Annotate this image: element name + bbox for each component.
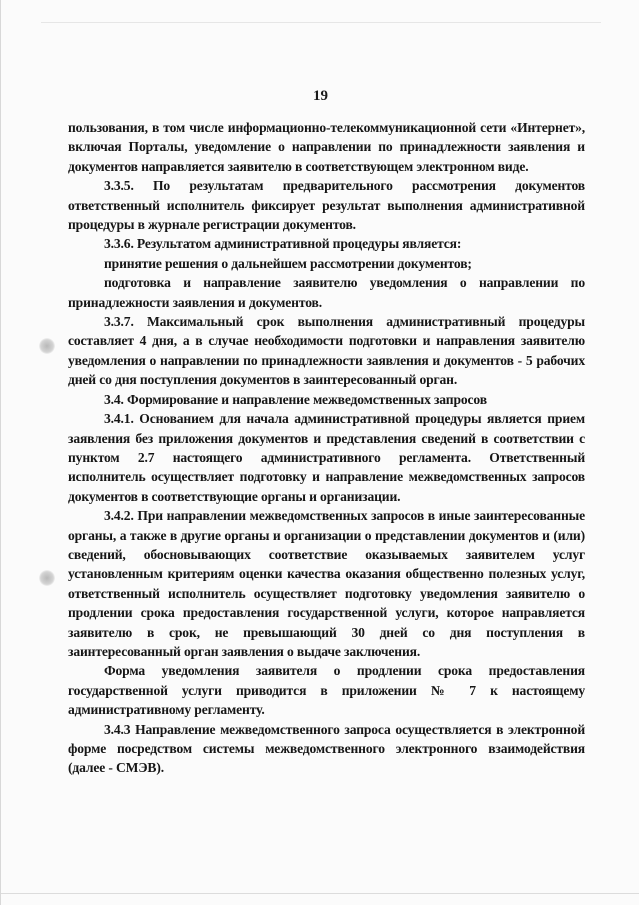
paragraph: 3.4.2. При направлении межведомственных запросов в иные заинтересованные органы, а также в другие органы и организации о представлении документов и (или) сведений, обосновывающих соответствие оказываемых заявителем услуг установленным критериям оценки качества оказания общественно полезных услуг, ответственный исполнитель осуществляет подготовку уведомления заявителю о продлении срока предоставления государственной услуги, которое направляется заявителю в срок, не превышающий 30 дней со дня поступления в заинтересованный орган заявления о выдаче заключения. (68, 508, 585, 659)
punch-hole-mark (39, 338, 55, 354)
paragraph: 3.3.5. По результатам предварительного рассмотрения документов ответственный исполнитель фиксирует результат выполнения административной процедуры в журнале регистрации документов. (68, 178, 585, 233)
paragraph: принятие решения о дальнейшем рассмотрении документов; (104, 255, 472, 271)
paragraph: 3.4.1. Основанием для начала административной процедуры является прием заявления без приложения документов и представления сведений в соответствии с пунктом 2.7 настоящего административного регламента. Ответственный исполнитель осуществляет подготовку и направление межведомственных запросов документов в соответствующие органы и организации. (68, 411, 585, 504)
punch-hole-mark (39, 570, 55, 586)
section-heading: 3.4. Формирование и направление межведомственных запросов (104, 391, 487, 407)
scan-edge (1, 893, 639, 894)
scan-edge (41, 22, 601, 23)
paragraph: подготовка и направление заявителю уведомления о направлении по принадлежности заявления и документов. (68, 275, 585, 310)
paragraph: 3.3.7. Максимальный срок выполнения административный процедуры составляет 4 дня, а в случае необходимости подготовки и направления заявителю уведомления о направлении по принадлежности заявления и документов - 5 рабочих дней со дня поступления документов в заинтересованный орган. (68, 314, 585, 388)
paragraph: Форма уведомления заявителя о продлении срока предоставления государственной услуги приводится в приложении № 7 к настоящему административному регламенту. (68, 663, 585, 718)
paragraph: пользования, в том числе информационно-телекоммуникационной сети «Интернет», включая Порталы, уведомление о направлении по принадлежности заявления и документов направляется заявителю в соответствующем электронном виде. (68, 120, 585, 174)
paragraph: 3.3.6. Результатом административной процедуры является: (104, 236, 462, 252)
page-number: 19 (313, 88, 328, 104)
document-body (68, 118, 585, 778)
paragraph: 3.4.3 Направление межведомственного запроса осуществляется в электронной форме посредством системы межведомственного электронного взаимодействия (далее - СМЭВ). (68, 721, 585, 776)
